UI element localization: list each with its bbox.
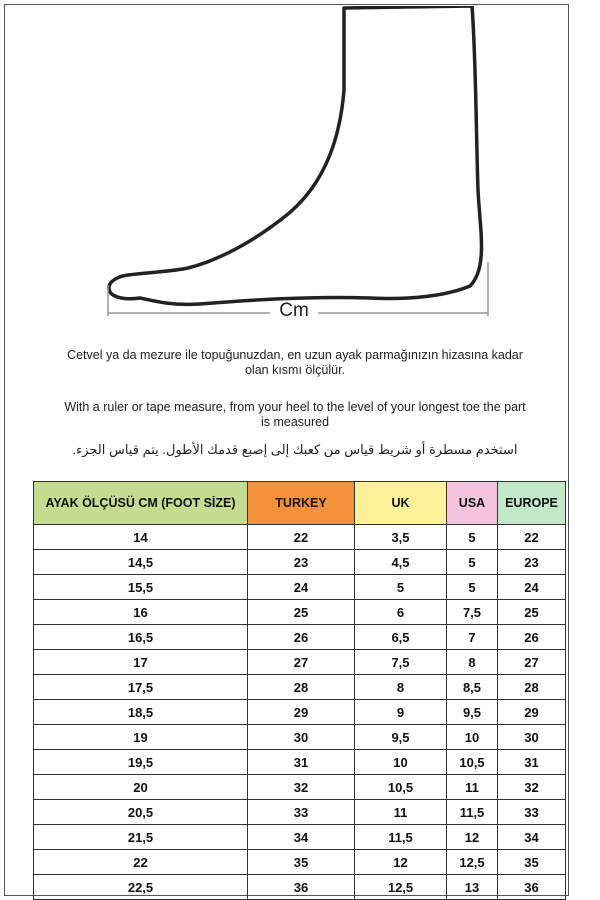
cell-europe: 23 <box>498 550 566 575</box>
foot-outline <box>109 6 482 304</box>
cell-europe: 31 <box>498 750 566 775</box>
header-turkey: TURKEY <box>248 482 355 525</box>
instruction-english: With a ruler or tape measure, from your heel to the level of your longest toe the part is measured <box>64 400 526 429</box>
cell-foot-cm: 14,5 <box>34 550 248 575</box>
cell-turkey: 36 <box>248 875 355 900</box>
cell-turkey: 30 <box>248 725 355 750</box>
cell-europe: 28 <box>498 675 566 700</box>
cell-turkey: 25 <box>248 600 355 625</box>
cell-foot-cm: 14 <box>34 525 248 550</box>
cell-turkey: 24 <box>248 575 355 600</box>
cell-foot-cm: 19,5 <box>34 750 248 775</box>
cell-usa: 13 <box>447 875 498 900</box>
cell-europe: 29 <box>498 700 566 725</box>
cell-turkey: 26 <box>248 625 355 650</box>
cell-foot-cm: 19 <box>34 725 248 750</box>
cell-uk: 10 <box>355 750 447 775</box>
cell-uk: 8 <box>355 675 447 700</box>
cell-uk: 3,5 <box>355 525 447 550</box>
table-row <box>34 825 566 850</box>
cell-usa: 8 <box>447 650 498 675</box>
cell-turkey: 27 <box>248 650 355 675</box>
table-header-row <box>34 482 566 525</box>
cell-uk: 10,5 <box>355 775 447 800</box>
cell-foot-cm: 18,5 <box>34 700 248 725</box>
cell-uk: 9,5 <box>355 725 447 750</box>
cell-europe: 34 <box>498 825 566 850</box>
cell-foot-cm: 22,5 <box>34 875 248 900</box>
size-chart-table <box>33 481 566 900</box>
cell-europe: 35 <box>498 850 566 875</box>
cell-foot-cm: 20,5 <box>34 800 248 825</box>
cell-turkey: 28 <box>248 675 355 700</box>
header-uk: UK <box>355 482 447 525</box>
foot-diagram <box>100 6 500 326</box>
table-row <box>34 775 566 800</box>
cell-usa: 5 <box>447 575 498 600</box>
cell-turkey: 29 <box>248 700 355 725</box>
cell-usa: 12,5 <box>447 850 498 875</box>
table-row <box>34 700 566 725</box>
cell-foot-cm: 17 <box>34 650 248 675</box>
cell-usa: 9,5 <box>447 700 498 725</box>
table-row <box>34 625 566 650</box>
cell-uk: 5 <box>355 575 447 600</box>
table-row <box>34 800 566 825</box>
cell-europe: 36 <box>498 875 566 900</box>
cell-foot-cm: 22 <box>34 850 248 875</box>
cell-uk: 7,5 <box>355 650 447 675</box>
cell-usa: 5 <box>447 525 498 550</box>
cell-turkey: 23 <box>248 550 355 575</box>
cell-uk: 11,5 <box>355 825 447 850</box>
table-body <box>34 525 566 900</box>
measure-label: Cm <box>279 300 309 321</box>
cell-foot-cm: 20 <box>34 775 248 800</box>
cell-usa: 7,5 <box>447 600 498 625</box>
cell-europe: 22 <box>498 525 566 550</box>
cell-europe: 24 <box>498 575 566 600</box>
cell-europe: 33 <box>498 800 566 825</box>
table-row <box>34 850 566 875</box>
cell-uk: 9 <box>355 700 447 725</box>
cell-uk: 6 <box>355 600 447 625</box>
instruction-turkish: Cetvel ya da mezure ile topuğunuzdan, en uzun ayak parmağınızın hizasına kadar olan kısmı ölçülür. <box>67 348 523 377</box>
header-usa: USA <box>447 482 498 525</box>
cell-uk: 12 <box>355 850 447 875</box>
cell-europe: 30 <box>498 725 566 750</box>
cell-turkey: 31 <box>248 750 355 775</box>
table-row <box>34 725 566 750</box>
header-europe: EUROPE <box>498 482 566 525</box>
cell-europe: 32 <box>498 775 566 800</box>
instruction-arabic: استخدم مسطرة أو شريط قياس من كعبك إلى إصبع قدمك الأطول. يتم قياس الجزء. <box>72 442 518 457</box>
header-foot-size: AYAK ÖLÇÜSÜ CM (FOOT SİZE) <box>34 482 248 525</box>
cell-usa: 8,5 <box>447 675 498 700</box>
cell-uk: 4,5 <box>355 550 447 575</box>
cell-foot-cm: 21,5 <box>34 825 248 850</box>
cell-uk: 11 <box>355 800 447 825</box>
cell-europe: 25 <box>498 600 566 625</box>
table-row <box>34 750 566 775</box>
cell-uk: 6,5 <box>355 625 447 650</box>
table-row <box>34 875 566 900</box>
cell-foot-cm: 17,5 <box>34 675 248 700</box>
cell-foot-cm: 16,5 <box>34 625 248 650</box>
cell-foot-cm: 16 <box>34 600 248 625</box>
cell-usa: 5 <box>447 550 498 575</box>
cell-usa: 7 <box>447 625 498 650</box>
cell-usa: 12 <box>447 825 498 850</box>
table-row <box>34 550 566 575</box>
table-row <box>34 650 566 675</box>
cell-uk: 12,5 <box>355 875 447 900</box>
cell-turkey: 35 <box>248 850 355 875</box>
cell-turkey: 22 <box>248 525 355 550</box>
table-row <box>34 575 566 600</box>
cell-turkey: 32 <box>248 775 355 800</box>
table-row <box>34 525 566 550</box>
cell-usa: 11 <box>447 775 498 800</box>
cell-usa: 10,5 <box>447 750 498 775</box>
cell-turkey: 33 <box>248 800 355 825</box>
cell-europe: 26 <box>498 625 566 650</box>
cell-usa: 11,5 <box>447 800 498 825</box>
cell-usa: 10 <box>447 725 498 750</box>
cell-europe: 27 <box>498 650 566 675</box>
cell-turkey: 34 <box>248 825 355 850</box>
table-row <box>34 675 566 700</box>
cell-foot-cm: 15,5 <box>34 575 248 600</box>
table-row <box>34 600 566 625</box>
